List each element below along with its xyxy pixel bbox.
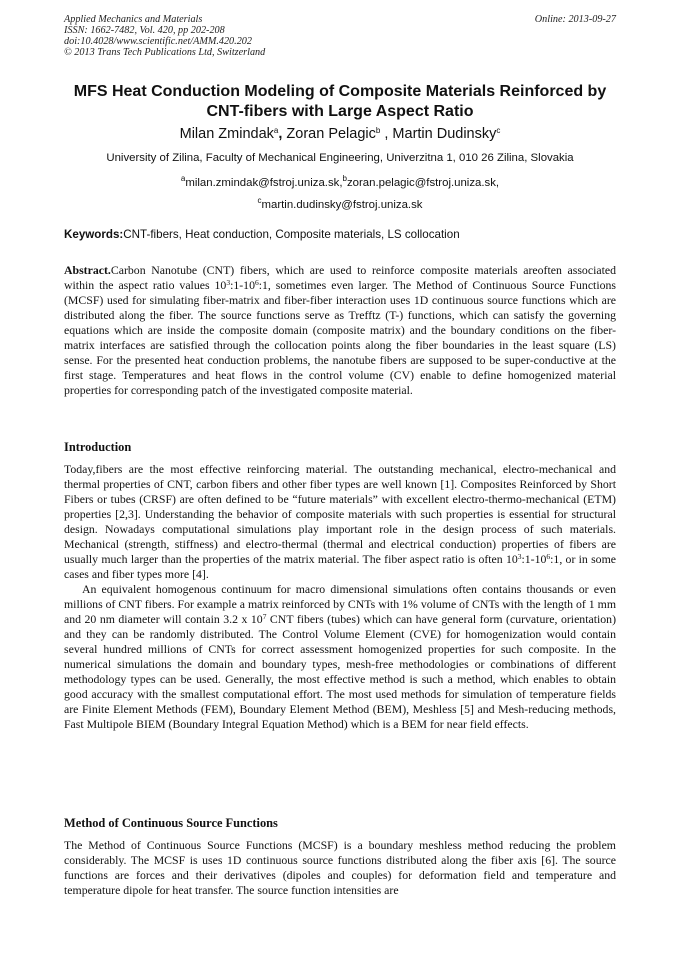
author-separator: ,: [278, 126, 287, 142]
email-line: [64, 194, 616, 216]
paragraph-sup: 3: [517, 552, 522, 561]
abstract-text: :1-10: [230, 278, 255, 292]
email-address[interactable]: zoran.pelagic@fstroj.uniza.sk,: [346, 177, 500, 189]
paragraph-text: CNT fibers (tubes) which can have general form (curvature, orientation) and they can be randomly distributed. The Control Volume Element (CVE) for homogenization would contain several hundred millions of CNTs for correct assessment homogenized properties for such composite. In the numerical simulations the domain and boundary types, mesh-free methodologies or combinations of different methodology types can be used. Generally, the most effective method is such a method, which enables to obtain good accuracy with the smallest computational effort. The most used methods for simulation of temperature fields are Finite Element Methods (FEM), Boundary Element Method (BEM), Meshless [5] and Mesh-reducing methods, Fast Multipole BIEM (Boundary Integral Equation Method) which is a BEM for near field effects.: [64, 612, 616, 731]
mcsf-body: [64, 838, 616, 898]
body-paragraph: [64, 582, 616, 732]
author-name: Milan Zmindak: [179, 126, 274, 142]
section-heading-mcsf: Method of Continuous Source Functions: [64, 816, 278, 830]
email-address[interactable]: martin.dudinsky@fstroj.uniza.sk: [261, 199, 423, 211]
journal-header: [64, 14, 616, 58]
author-sup: a: [273, 126, 279, 135]
author-sup: b: [375, 126, 381, 135]
abstract-text: Carbon Nanotube (CNT) fibers, which are used to reinforce composite materials areoften associated within the aspect ratio values 10: [64, 263, 616, 292]
author-sup: c: [496, 126, 501, 135]
paragraph-text: :1-10: [521, 552, 547, 566]
abstract: [64, 263, 616, 398]
abstract-label: Abstract.: [64, 263, 111, 277]
author-name: Martin Dudinsky: [392, 126, 497, 142]
journal-copyright: © 2013 Trans Tech Publications Ltd, Switzerland: [64, 47, 266, 58]
author-separator: ,: [380, 126, 393, 142]
paragraph-text: :1, or in some cases and fiber types more [4].: [64, 552, 616, 581]
online-date: Online: 2013-09-27: [534, 14, 616, 25]
email-address[interactable]: milan.zmindak@fstroj.uniza.sk,: [185, 177, 343, 189]
introduction-body: [64, 462, 616, 732]
keywords: [64, 228, 616, 242]
abstract-sup: 6: [254, 278, 259, 287]
email-line: [64, 172, 616, 194]
email-sup: c: [257, 196, 262, 205]
paper-title: MFS Heat Conduction Modeling of Composite Materials Reinforced by CNT-fibers with Large Aspect Ratio: [73, 83, 607, 120]
email-sup: a: [180, 174, 186, 183]
section-heading-introduction: Introduction: [64, 440, 132, 454]
email-sup: b: [342, 174, 347, 183]
abstract-text: :1, sometimes even larger. The Method of Continuous Source Functions (MCSF) used for simulating fiber-matrix and fiber-fiber interaction uses 1D continuous source functions which are distributed along the fiber. The source functions serve as Trefftz (T-) functions, which can satisfy the governing equations which are inside the composite domain (composite matrix) and the boundary conditions on the fiber-matrix interfaces are satisfied through the collocation points along the fiber boundaries in the least square (LS) sense. For the presented heat conduction problems, the nanotube fibers are supposed to be super-conductive at the first stage. Temperatures and heat flows in the control volume (CV) enable to define homogenized material properties for corresponding patch of the investigated composite material.: [64, 278, 616, 397]
paragraph-sup: 7: [262, 612, 267, 621]
abstract-paragraph: [64, 263, 616, 398]
body-paragraph: The Method of Continuous Source Functions (MCSF) is a boundary meshless method reducing the problem considerably. The MCSF is uses 1D continuous source functions distributed along the fiber axis [6]. The source functions are forces and their derivatives (dipoles and couples) for deformation field and temperature and temperature dipole for heat transfer. The source function intensities are: [64, 838, 616, 897]
author-list: [64, 125, 616, 143]
journal-doi: doi:10.4028/www.scientific.net/AMM.420.202: [64, 36, 252, 47]
journal-issn: ISSN: 1662-7482, Vol. 420, pp 202-208: [64, 25, 225, 36]
abstract-sup: 3: [226, 278, 231, 287]
affiliation: University of Zilina, Faculty of Mechanical Engineering, Univerzitna 1, 010 26 Zilina, Slovakia: [106, 152, 574, 164]
author-emails: [64, 172, 616, 216]
paragraph-text: An equivalent homogenous continuum for macro dimensional simulations often contains thousands or even millions of CNT fibers. For example a matrix reinforced by CNTs with 1% volume of CNTs with the length of 1 mm and 20 nm diameter will contain 3.2 x 10: [64, 582, 616, 626]
body-paragraph: [64, 462, 616, 582]
keywords-label: Keywords:: [64, 228, 124, 241]
paragraph-sup: 6: [546, 552, 551, 561]
keywords-text: CNT-fibers, Heat conduction, Composite materials, LS collocation: [123, 228, 460, 241]
author-name: Zoran Pelagic: [286, 126, 376, 142]
journal-name: Applied Mechanics and Materials: [64, 14, 203, 25]
paragraph-text: Today,fibers are the most effective reinforcing material. The outstanding mechanical, electro-mechanical and thermal properties of CNT, carbon fibers and other fiber types are well known [1]. Composites Reinforced by Short Fibers or tubes (CRSF) are often defined to be “future materials” with excellent electro-thermo-mechanical (ETM) properties [2,3]. Understanding the behavior of composite materials with such properties is essential for structural design. Nowadays computational simulations play important role in the design process of such materials. Mechanical (strength, stiffness) and electro-thermal (thermal and electrical conduction) properties of fibers are usually much larger than the properties of the matrix material. The fiber aspect ratio is often 10: [64, 462, 616, 566]
